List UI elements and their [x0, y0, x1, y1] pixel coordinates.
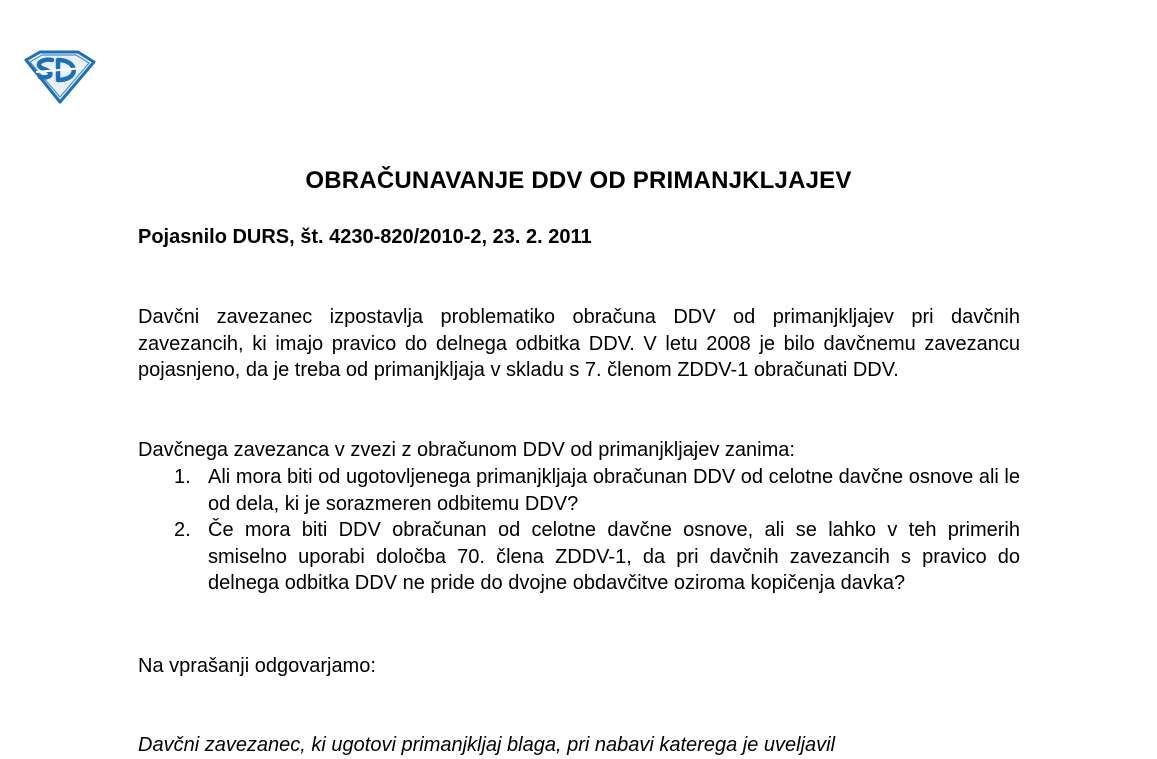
- paragraph-question-intro: Davčnega zavezanca v zvezi z obračunom DDV od primanjkljajev zanima:: [138, 439, 795, 461]
- document-subtitle: Pojasnilo DURS, št. 4230-820/2010-2, 23. 2. 2011: [138, 226, 592, 248]
- list-item-text: Če mora biti DDV obračunan od celotne davčne osnove, ali se lahko v teh primerih smiselno uporabi določba 70. člena ZDDV-1, da pri davčnih zavezancih s pravico do delnega odbitka DDV ne pride do dvojne obdavčitve oziroma kopičenja davka?: [208, 519, 1020, 594]
- questions-list: [138, 464, 1020, 597]
- list-item-number: 2.: [174, 519, 191, 541]
- list-item: [138, 464, 1020, 517]
- paragraph-intro: Davčni zavezanec izpostavlja problematiko obračuna DDV od primanjkljajev pri davčnih zavezancih, ki imajo pravico do delnega odbitka DDV. V letu 2008 je bilo davčnemu zavezancu pojasnjeno, da je treba od primanjkljaja v skladu s 7. členom ZDDV-1 obračunati DDV.: [138, 306, 1020, 381]
- list-item-text: Ali mora biti od ugotovljenega primanjkljaja obračunan DDV od celotne davčne osnove ali le od dela, ki je sorazmeren odbitemu DDV?: [208, 466, 1020, 515]
- paragraph-answer-intro: Na vprašanji odgovarjamo:: [138, 655, 376, 677]
- list-item: [138, 517, 1020, 597]
- document-title: OBRAČUNAVANJE DDV OD PRIMANJKLJAJEV: [305, 167, 852, 194]
- paragraph-answer-partial: Davčni zavezanec, ki ugotovi primanjkljaj blaga, pri nabavi katerega je uveljavil: [138, 734, 836, 756]
- list-item-number: 1.: [174, 466, 191, 488]
- sd-logo-icon: [22, 48, 96, 104]
